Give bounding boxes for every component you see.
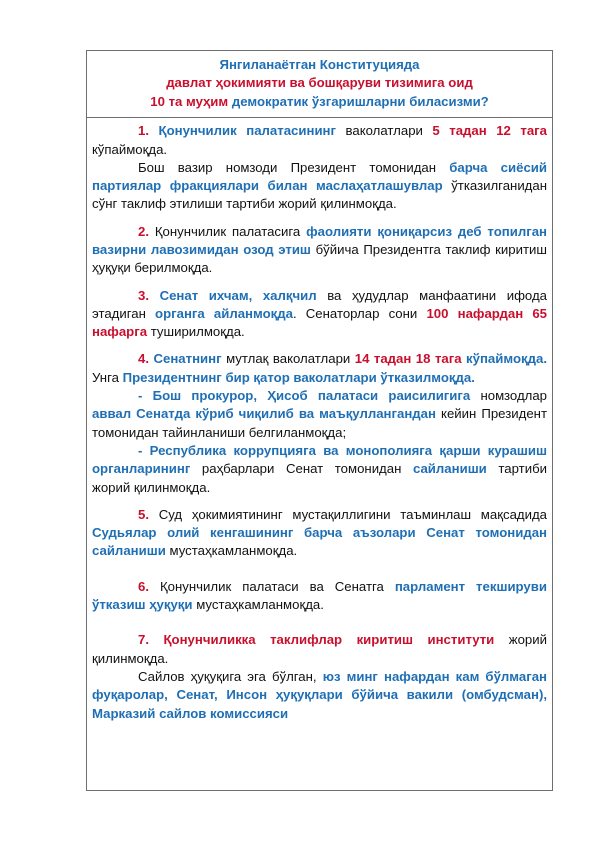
header-line-3-rest: демократик ўзгаришларни биласизми? [231, 93, 489, 109]
header-line-1: Янгиланаётган Конституцияда [219, 57, 420, 72]
paragraph-1-continued [92, 159, 547, 214]
text-segment: аввал Сенатда кўриб чиқилиб ва маъқуллангандан [92, 406, 436, 422]
text-segment: 100 нафардан 65 нафарга [92, 305, 547, 340]
text-segment: барча сиёсий партиялар фракциялари билан маслаҳатлашувлар [92, 159, 547, 194]
document-header [87, 51, 552, 118]
text-segment: Қонунчилик палатасининг [158, 123, 337, 139]
text-segment: Судьялар олий кенгашининг барча аъзолари Сенат томонидан сайланиши [92, 525, 547, 559]
text-segment: ваколатлари [336, 123, 433, 139]
text-segment: 5. [138, 506, 159, 522]
text-segment: мутлақ ваколатлари [221, 351, 355, 367]
text-segment: Сенатнинг [153, 351, 222, 367]
header-line-2: давлат ҳокимияти ва бошқаруви тизимига оид [166, 75, 473, 91]
text-segment: раҳбарлари Сенат томонидан [190, 461, 413, 477]
text-segment: кўпаймоқда. [92, 141, 168, 157]
text-segment: мустаҳкамланмоқда. [192, 597, 324, 613]
paragraph-7 [92, 631, 547, 668]
text-segment: 6. [138, 578, 160, 594]
text-segment: тартиби жорий қилинмоқда. [92, 461, 547, 495]
text-segment: юз минг нафардан кам бўлмаган фуқаролар, Сенат, Инсон ҳуқуқлари бўйича вакили (омбудсман), Марказий сайлов комиссияси [92, 668, 548, 721]
header-line-3-highlight: 10 та муҳим [150, 93, 229, 109]
paragraph-2 [92, 223, 547, 278]
text-segment: 2. [138, 223, 155, 239]
text-segment: жорий қилинмоқда. [92, 632, 547, 666]
text-segment: ўтказилганидан сўнг таклиф этилиши тартиби жорий қилинмоқда. [92, 178, 547, 212]
text-segment: 1. [138, 123, 159, 139]
text-segment: 14 тадан 18 тага [354, 351, 462, 367]
paragraph-1 [92, 122, 547, 159]
text-segment: кўпаймоқда. [466, 351, 547, 367]
text-segment: парламент текшируви ўтказиш ҳуқуқи [92, 578, 547, 613]
text-segment: 3. [138, 287, 160, 303]
header-line-3 [91, 93, 548, 111]
text-segment: 4. [138, 351, 154, 367]
text-segment: Бош вазир номзоди Президент томонидан [138, 159, 450, 175]
text-segment: Президентнинг бир қатор ваколатлари ўтказилмоқда. [122, 369, 475, 385]
text-segment: Қонунчилик палатаси ва Сенатга [159, 578, 395, 594]
text-segment: Унга [92, 369, 123, 385]
paragraph-4-sub-1 [92, 387, 547, 442]
text-segment: фаолияти қониқарсиз деб топилган вазирни лавозимидан озод этиш [92, 223, 548, 257]
text-segment: Сенат ихчам, халқчил [159, 287, 317, 303]
text-segment: номзодлар [470, 388, 548, 404]
paragraph-3 [92, 287, 547, 342]
text-segment: бўйича Президентга таклиф киритиш ҳуқуқи берилмоқда. [92, 242, 547, 276]
text-segment: Суд ҳокимиятининг мустақиллигини таъминлаш мақсадида [158, 506, 547, 522]
text-segment: - Республика коррупцияга ва монополияга қарши курашиш органларининг [92, 442, 547, 477]
text-segment: - Бош прокурор, Ҳисоб палатаси раисилигига [138, 388, 471, 404]
text-segment: 7. Қонунчиликка таклифлар киритиш институти [138, 632, 495, 648]
text-segment: мустаҳкамланмоқда. [165, 543, 298, 559]
document-frame [86, 50, 553, 791]
document-body [87, 118, 552, 723]
text-segment: Қонунчилик палатасига [154, 223, 307, 239]
paragraph-4-sub-2 [92, 442, 547, 497]
text-segment: 5 тадан 12 тага [432, 123, 548, 139]
paragraph-7-continued [92, 668, 547, 723]
text-segment: туширилмоқда. [147, 324, 245, 340]
paragraph-4 [92, 350, 547, 387]
paragraph-6 [92, 578, 547, 615]
text-segment: ва ҳудудлар манфаатини ифода этадиган [92, 287, 547, 321]
paragraph-5 [92, 506, 547, 561]
text-segment: кейин Президент томонидан тайинланиши белгиланмоқда; [92, 406, 547, 440]
text-segment: сайланиши [412, 461, 487, 477]
text-segment: Сайлов ҳуқуқига эга бўлган, [138, 668, 323, 684]
text-segment: . Сенаторлар сони [292, 305, 427, 321]
text-segment: органга айланмоқда [155, 305, 293, 321]
